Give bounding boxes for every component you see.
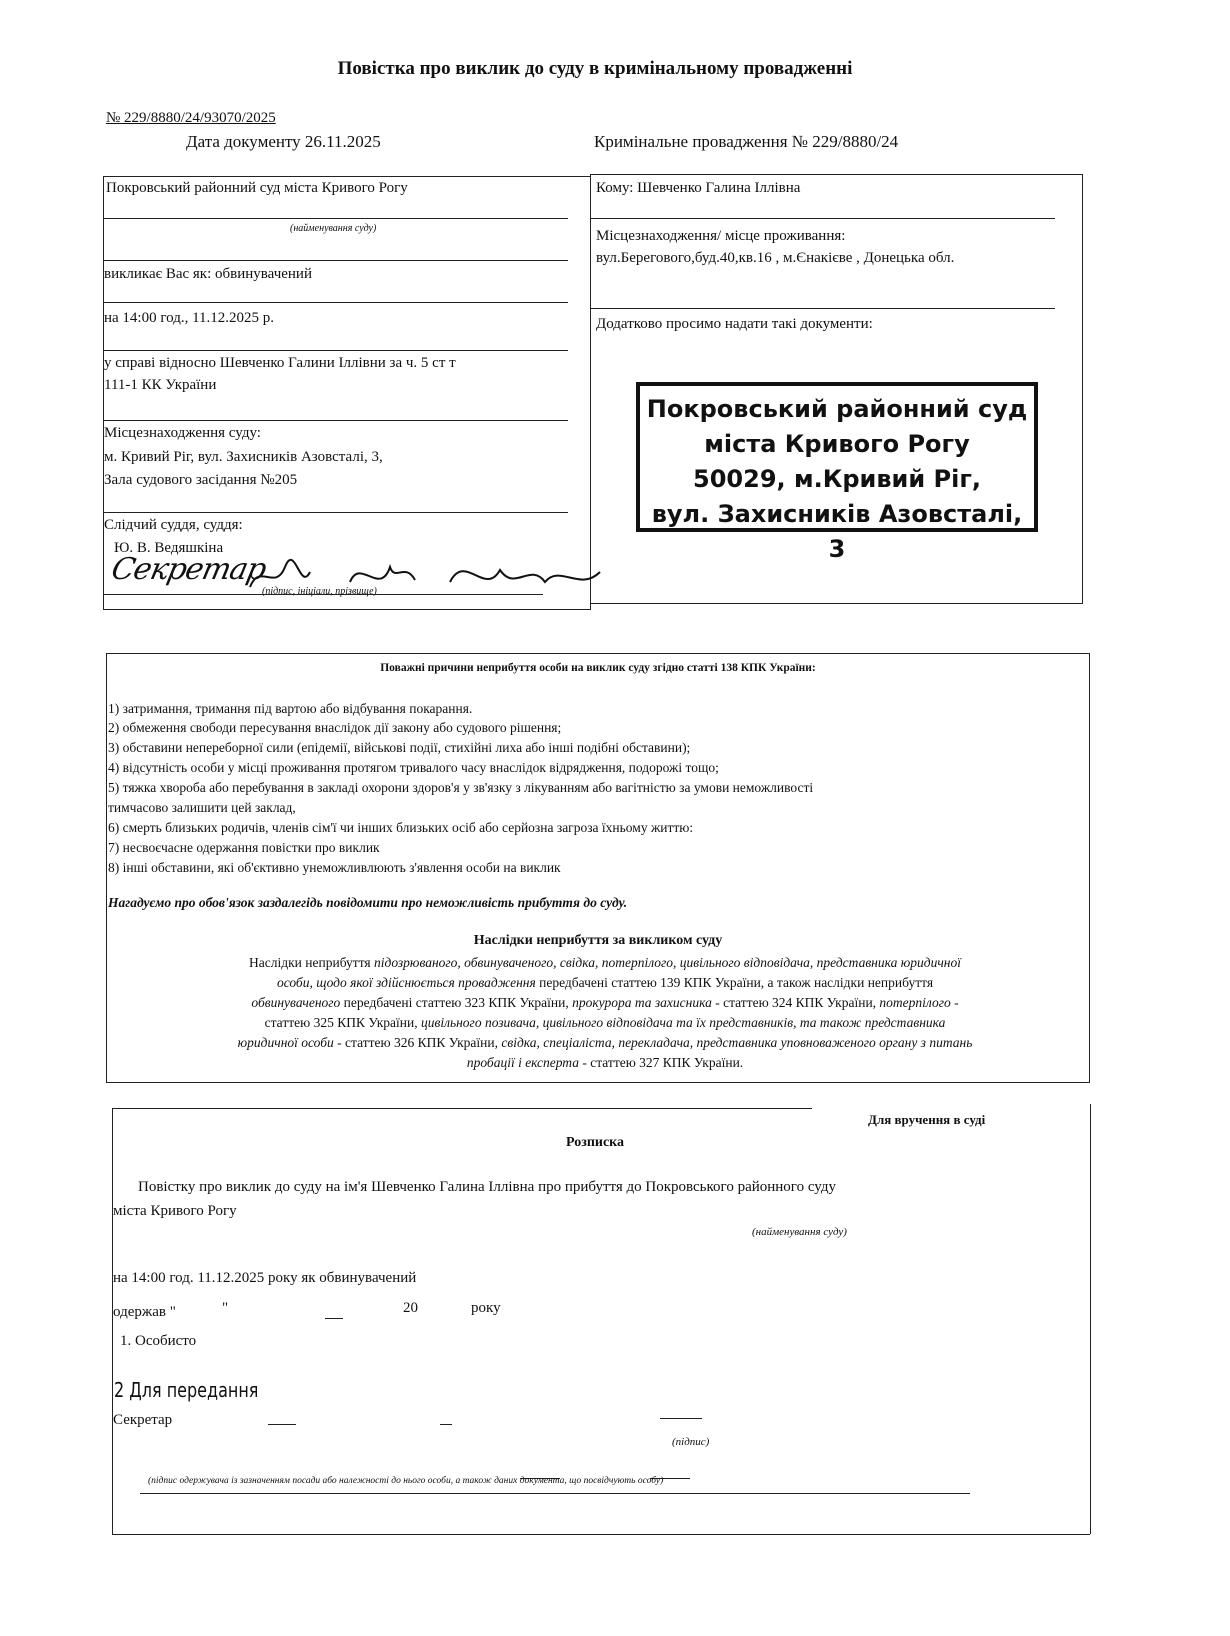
- reason-item: 3) обставини непереборної сили (епідемії, військові події, стихійні лиха або інші подібні обставини);: [108, 740, 691, 755]
- address-label: Місцезнаходження/ місце проживання:: [596, 228, 846, 244]
- courtroom: Зала судового засідання №205: [104, 472, 298, 488]
- judge-label: Слідчий суддя, суддя:: [104, 517, 243, 533]
- stamp-line: міста Кривого Рогу: [704, 430, 970, 458]
- reason-item: тимчасово залишити цей заклад,: [108, 800, 296, 815]
- reason-item: 6) смерть близьких родичів, членів сім'ї чи інших близьких осіб або серйозна загроза їхньому життю:: [108, 820, 694, 835]
- received-quote: ": [222, 1300, 229, 1316]
- stamp-line: Покровський районний суд: [646, 395, 1028, 423]
- received-label: одержав ": [113, 1304, 176, 1320]
- receipt-court-caption: (найменування суду): [752, 1226, 847, 1238]
- for-court-label: Для вручення в суді: [868, 1112, 986, 1127]
- conseq-part: потерпілого -: [879, 995, 959, 1010]
- conseq-part: обвинуваченого: [251, 995, 341, 1010]
- hearing-time: на 14:00 год., 11.12.2025 р.: [104, 310, 275, 326]
- signature-caption: (підпис, ініціали, прізвище): [262, 586, 377, 597]
- conseq-part: свідка, спеціаліста, перекладача, представника уповноваженого органу з питань: [501, 1035, 973, 1050]
- conseq-part: передбачені статтею 139 КПК України, а також наслідки неприбуття: [539, 975, 934, 990]
- reasons-title: Поважні причини неприбуття особи на виклик суду згідно статті 138 КПК України:: [380, 662, 816, 674]
- consequences-title: Наслідки неприбуття за викликом суду: [473, 933, 723, 948]
- case-description: у справі відносно Шевченко Галини Іллівни за ч. 5 ст т: [104, 355, 456, 371]
- reason-item: 5) тяжка хвороба або перебування в закладі охорони здоров'я у зв'язку з лікуванням або вагітністю за умови неможливості: [108, 780, 814, 795]
- conseq-part: особи, щодо якої здійснюється провадження: [276, 975, 536, 990]
- judge-name: Ю. В. Ведяшкіна: [114, 540, 224, 556]
- secretary-sig-caption: (підпис): [672, 1436, 710, 1448]
- receipt-line: Повістку про виклик до суду на ім'я Шевченко Галина Іллівна про прибуття до Покровського районного суду: [138, 1179, 836, 1195]
- option-personally: 1. Особисто: [120, 1333, 197, 1349]
- reason-item: 4) відсутність особи у місці проживання протягом тривалого часу внаслідок відрядження, подорожі тощо;: [108, 760, 719, 775]
- conseq-part: цивільного позивача, цивільного відповідача та їх представників, та також представника: [420, 1015, 946, 1030]
- received-year: 20: [403, 1300, 418, 1316]
- option-transfer: 2 Для передання: [114, 1378, 259, 1402]
- summons-as: викликає Вас як: обвинувачений: [104, 266, 312, 282]
- conseq-part: юридичної особи: [237, 1035, 334, 1050]
- stamp-line: 50029, м.Кривий Ріг,: [693, 465, 981, 493]
- reason-item: 2) обмеження свободи пересування внаслідок дії закону або судового рішення;: [108, 720, 562, 735]
- conseq-part: передбачені статтею 323 КПК України,: [343, 995, 569, 1010]
- stamp-line: вул. Захисників Азовсталі, 3: [651, 500, 1023, 563]
- court-name-caption: (найменування суду): [290, 223, 377, 234]
- conseq-part: підозрюваного, обвинуваченого, свідка, потерпілого, цивільного відповідача, представника юридичної: [374, 955, 961, 970]
- court-name: Покровський районний суд міста Кривого Рогу: [106, 180, 408, 196]
- doc-date: Дата документу 26.11.2025: [186, 132, 381, 151]
- reason-item: 8) інші обставини, які об'єктивно унеможливлюють з'явлення особи на виклик: [108, 860, 561, 875]
- conseq-part: пробації і експерта: [466, 1055, 579, 1070]
- receipt-time: на 14:00 год. 11.12.2025 року як обвинувачений: [113, 1270, 417, 1286]
- reason-item: 1) затримання, тримання під вартою або відбування покарання.: [108, 701, 473, 716]
- extra-docs-label: Додатково просимо надати такі документи:: [596, 316, 873, 332]
- reason-item: 7) несвоєчасне одержання повістки про виклик: [108, 840, 380, 855]
- conseq-part: Наслідки неприбуття: [249, 955, 371, 970]
- conseq-part: статтею 325 КПК України,: [264, 1015, 418, 1030]
- recipient-sig-caption: (підпис одержувача із зазначенням посади або належності до нього особи, а також даних документа, що посвідчують особу): [148, 1476, 664, 1486]
- receipt-title: Розписка: [565, 1135, 625, 1150]
- recipient: Кому: Шевченко Галина Іллівна: [596, 180, 801, 196]
- page-title: Повістка про виклик до суду в кримінальному провадженні: [337, 58, 853, 79]
- court-address: м. Кривий Ріг, вул. Захисників Азовсталі, 3,: [104, 449, 383, 465]
- conseq-part: - статтею 327 КПК України.: [582, 1055, 744, 1070]
- conseq-part: прокурора та захисника: [572, 995, 712, 1010]
- secretary-label: Секретар: [113, 1412, 173, 1428]
- court-location-label: Місцезнаходження суду:: [104, 425, 261, 441]
- received-suffix: року: [471, 1300, 501, 1316]
- conseq-part: - статтею 324 КПК України,: [715, 995, 877, 1010]
- doc-number: № 229/8880/24/93070/2025: [106, 110, 276, 126]
- court-stamp: [636, 382, 1038, 563]
- conseq-part: - статтею 326 КПК України,: [337, 1035, 498, 1050]
- case-article: 111-1 КК України: [104, 377, 217, 393]
- handwritten-signature: Секретар: [108, 552, 269, 587]
- consequences-text: [115, 953, 1095, 1073]
- receipt-court: міста Кривого Рогу: [113, 1203, 237, 1219]
- reminder: Нагадуємо про обов'язок заздалегідь повідомити про неможливість прибуття до суду.: [108, 895, 628, 910]
- recipient-address: вул.Берегового,буд.40,кв.16 , м.Єнакієве , Донецька обл.: [596, 250, 955, 266]
- case-number: Кримінальне провадження № 229/8880/24: [594, 132, 899, 151]
